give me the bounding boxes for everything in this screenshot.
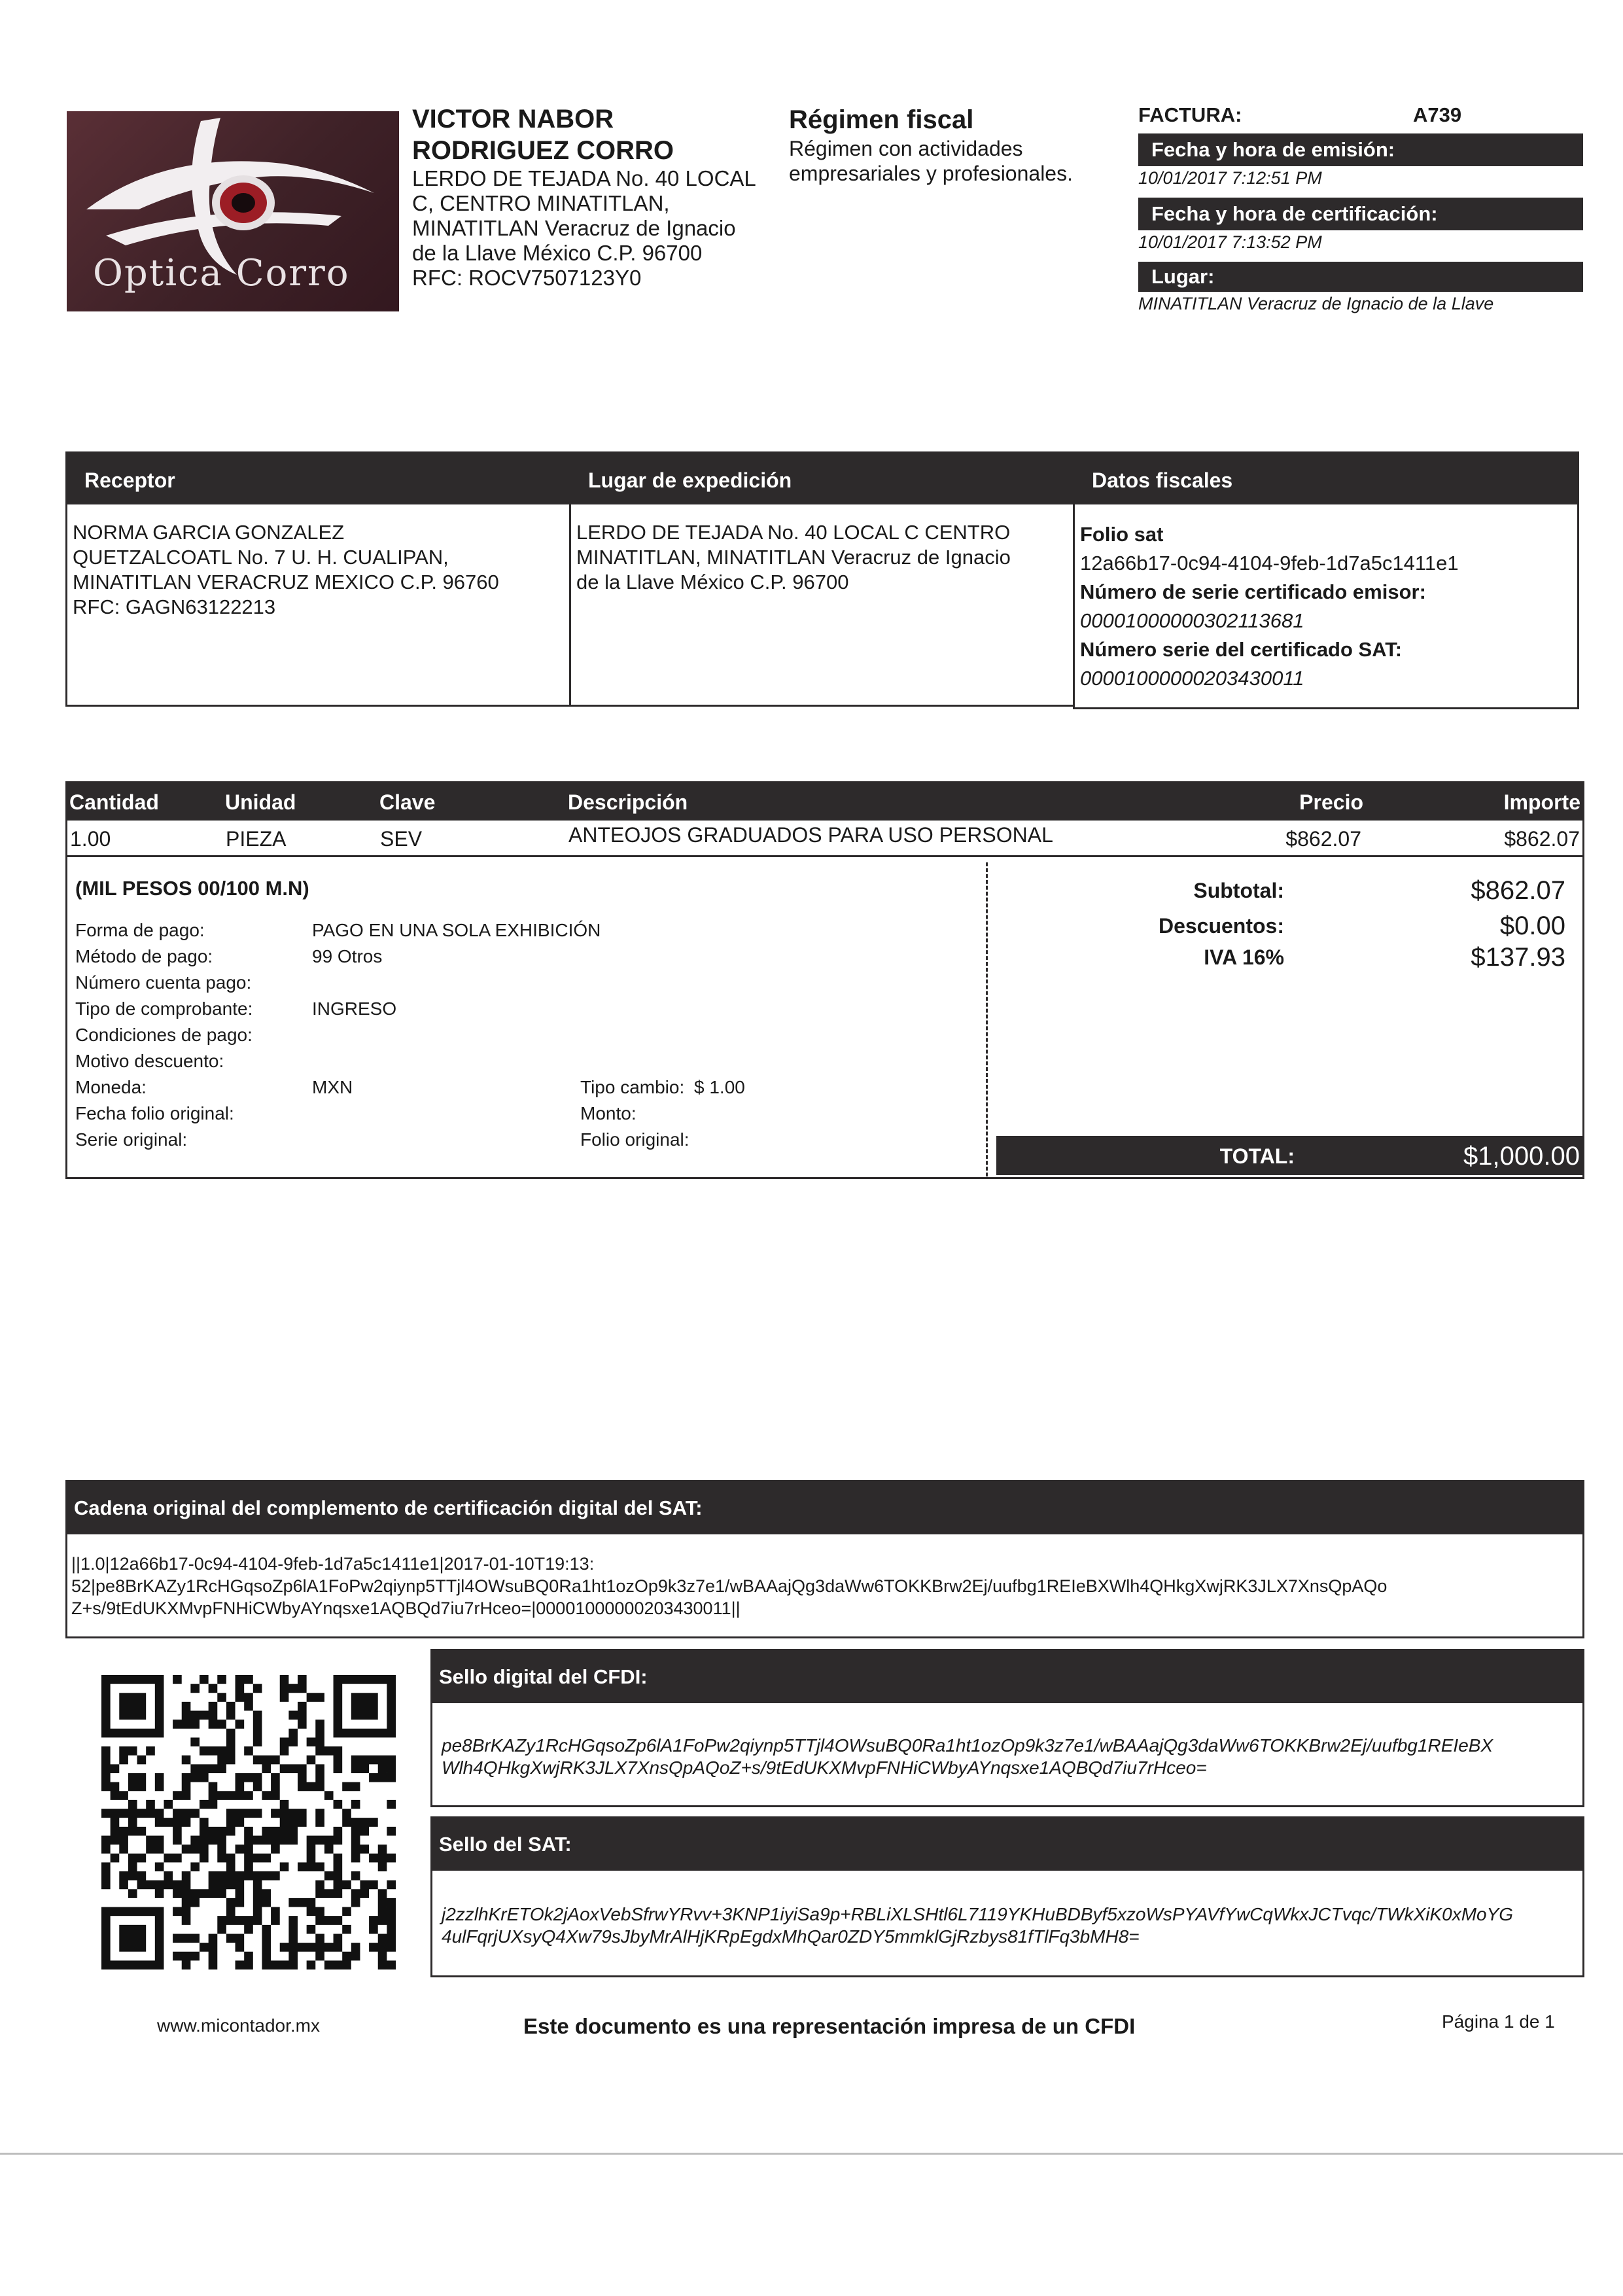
forma-pago-label: Forma de pago: [75, 920, 205, 940]
regimen-line: empresariales y profesionales. [789, 162, 1073, 185]
invoice-header [1138, 103, 1583, 318]
payment-details [65, 857, 1584, 1179]
expedition-line: LERDO DE TEJADA No. 40 LOCAL C CENTRO [576, 521, 1011, 544]
payment-info [75, 877, 1037, 1153]
sello-sat-line: j2zzlhKrETOk2jAoxVebSfrwYRvv+3KNP1iyiSa9p+RBLiXLSHtl6L7119YKHuBDByf5xzoWsPYAVfYwCqWkxJCTvqc/TWkXiK0xMoYG [442, 1904, 1514, 1924]
emission-date-label: Fecha y hora de emisión: [1138, 133, 1583, 166]
cadena-line: ||1.0|12a66b17-0c94-4104-9feb-1d7a5c1411e1|2017-01-10T19:13: [71, 1554, 595, 1574]
metodo-pago-value: 99 Otros [312, 946, 383, 966]
amount-in-words: (MIL PESOS 00/100 M.N) [75, 877, 309, 900]
sello-cfdi-box [430, 1649, 1584, 1807]
col-importe: Importe [1503, 790, 1580, 814]
sello-cfdi-header: Sello digital del CFDI: [432, 1651, 1582, 1703]
regimen-title: Régimen fiscal [789, 105, 974, 134]
row-unidad: PIEZA [226, 827, 287, 851]
detail-row [75, 1101, 1037, 1127]
scan-edge-line [0, 2153, 1623, 2155]
issuer-rfc: RFC: ROCV7507123Y0 [412, 266, 642, 290]
iva-value: $137.93 [1471, 943, 1565, 972]
place-value: MINATITLAN Veracruz de Ignacio de la Llave [1138, 294, 1494, 313]
cadena-original-box [65, 1480, 1584, 1638]
table-row [65, 821, 1584, 857]
receptor-line: NORMA GARCIA GONZALEZ [73, 521, 345, 544]
sello-sat-header: Sello del SAT: [432, 1818, 1582, 1871]
cadena-original-body [67, 1534, 1582, 1619]
regimen-fiscal [789, 103, 1077, 186]
detail-row [75, 970, 1037, 996]
subtotal-row [996, 873, 1572, 908]
sat-cert-serial-value: 00001000000203430011 [1080, 667, 1304, 690]
receptor-line: MINATITLAN VERACRUZ MEXICO C.P. 96760 [73, 571, 499, 593]
sello-sat-box [430, 1816, 1584, 1977]
expedition-box [569, 451, 1075, 707]
expedition-line: MINATITLAN, MINATITLAN Veracruz de Ignacio [576, 546, 1011, 569]
dashed-divider [986, 862, 988, 1176]
expedition-body [571, 504, 1073, 600]
folio-original-label: Folio original: [580, 1129, 689, 1150]
sello-sat-line: 4ulFqrjUXsyQ4Xw79sJbyMrAlHjKRpEgdxMhQar0ZDY5mmklGjRzbys81fTlFq3bMH8= [442, 1926, 1140, 1947]
issuer-address-line: LERDO DE TEJADA No. 40 LOCAL [412, 166, 756, 190]
detail-row [75, 996, 1037, 1022]
row-clave: SEV [380, 827, 423, 851]
issuer-name-line1: VICTOR NABOR [412, 105, 614, 133]
expedition-line: de la Llave México C.P. 96700 [576, 571, 849, 593]
sat-cert-serial-label: Número serie del certificado SAT: [1080, 638, 1403, 661]
fiscal-data-header: Datos fiscales [1075, 453, 1577, 504]
folio-sat-value: 12a66b17-0c94-4104-9feb-1d7a5c1411e1 [1080, 552, 1459, 574]
detail-row [75, 1127, 1037, 1153]
issuer-info [412, 103, 765, 291]
footer-cfdi-note: Este documento es una representación impresa de un CFDI [523, 2014, 1136, 2038]
row-descripcion: ANTEOJOS GRADUADOS PARA USO PERSONAL [568, 823, 1053, 847]
monto-label: Monto: [580, 1103, 637, 1123]
sello-cfdi-line: Wlh4QHkgXwjRK3JLX7XnsQpAQoZ+s/9tEdUKXMvpFNHiCWbyAYnqsxe1AQBQd7iu7rHceo= [442, 1757, 1207, 1778]
col-clave: Clave [379, 790, 436, 814]
subtotal-value: $862.07 [1471, 876, 1565, 905]
place-label: Lugar: [1138, 262, 1583, 292]
receptor-box [65, 451, 572, 707]
invoice-number-row [1138, 103, 1583, 128]
descuentos-row [996, 908, 1572, 944]
col-unidad: Unidad [225, 790, 296, 814]
issuer-address-line: de la Llave México C.P. 96700 [412, 241, 703, 265]
certification-date-label: Fecha y hora de certificación: [1138, 198, 1583, 230]
receptor-header: Receptor [67, 453, 570, 504]
sello-cfdi-line: pe8BrKAZy1RcHGqsoZp6lA1FoPw2qiynp5TTjl4OWsuBQ0Ra1ht1ozOp9k3z7e1/wBAAajQg3daWw6TOKKBrw2Ej/uufbg1REIeBX [442, 1735, 1493, 1756]
moneda-value: MXN [312, 1077, 353, 1097]
qr-code [101, 1675, 396, 1969]
footer-page-number: Página 1 de 1 [1442, 2011, 1555, 2032]
descuentos-label: Descuentos: [1158, 914, 1284, 938]
iva-row [996, 940, 1572, 975]
issuer-address-line: C, CENTRO MINATITLAN, [412, 191, 670, 215]
col-cantidad: Cantidad [69, 790, 159, 814]
row-cantidad: 1.00 [70, 827, 111, 851]
qr-code-icon [101, 1675, 396, 1969]
tipo-cambio-value: $ 1.00 [694, 1077, 745, 1097]
cadena-line: 52|pe8BrKAZy1RcHGqsoZp6lA1FoPw2qiynp5TTjl4OWsuBQ0Ra1ht1ozOp9k3z7e1/wBAAajQg3daWw6TOKKBrw2Ej/uufbg1REIeBXWlh4QHkgXwjRK3JLX7XnsQpAQo [71, 1576, 1387, 1596]
total-value: $1,000.00 [1463, 1142, 1580, 1171]
certification-date-value: 10/01/2017 7:13:52 PM [1138, 232, 1322, 252]
invoice-label: FACTURA: [1138, 103, 1242, 126]
emission-date-value: 10/01/2017 7:12:51 PM [1138, 168, 1322, 188]
total-label: TOTAL: [1219, 1144, 1295, 1168]
col-descripcion: Descripción [568, 790, 688, 814]
totals-panel [996, 857, 1582, 1175]
issuer-cert-serial-label: Número de serie certificado emisor: [1080, 580, 1426, 603]
issuer-name-line2: RODRIGUEZ CORRO [412, 136, 674, 165]
tipo-comprobante-label: Tipo de comprobante: [75, 998, 253, 1019]
items-table-header [65, 781, 1584, 821]
receptor-body [67, 504, 570, 625]
detail-row [75, 1022, 1037, 1048]
serie-original-label: Serie original: [75, 1129, 188, 1150]
fiscal-data-box [1073, 451, 1579, 709]
fiscal-data-body [1075, 504, 1577, 698]
folio-sat-label: Folio sat [1080, 523, 1164, 546]
tipo-comprobante-value: INGRESO [312, 998, 397, 1019]
tipo-cambio-label: Tipo cambio: [580, 1077, 685, 1097]
issuer-cert-serial-value: 00001000000302113681 [1080, 609, 1304, 632]
receptor-rfc: RFC: GAGN63122213 [73, 595, 276, 618]
cuenta-pago-label: Número cuenta pago: [75, 972, 252, 993]
logo-brand-text: Optica Corro [93, 252, 350, 294]
row-precio: $862.07 [1285, 827, 1361, 851]
issuer-address-line: MINATITLAN Veracruz de Ignacio [412, 216, 736, 240]
expedition-header: Lugar de expedición [571, 453, 1073, 504]
company-logo [67, 111, 399, 311]
invoice-number: A739 [1413, 103, 1462, 126]
cadena-line: Z+s/9tEdUKXMvpFNHiCWbyAYnqsxe1AQBQd7iu7rHceo=|00001000000203430011|| [71, 1598, 741, 1618]
detail-row [75, 944, 1037, 970]
fecha-folio-label: Fecha folio original: [75, 1103, 234, 1123]
iva-label: IVA 16% [1204, 945, 1284, 969]
sello-cfdi-body [432, 1703, 1582, 1779]
subtotal-label: Subtotal: [1193, 879, 1284, 902]
detail-row [75, 1074, 1037, 1101]
detail-row [75, 917, 1037, 944]
sello-sat-body [432, 1871, 1582, 1948]
footer-website: www.micontador.mx [157, 2015, 320, 2036]
descuentos-value: $0.00 [1499, 911, 1565, 940]
regimen-line: Régimen con actividades [789, 137, 1023, 160]
receptor-line: QUETZALCOATL No. 7 U. H. CUALIPAN, [73, 546, 449, 569]
detail-row [75, 1048, 1037, 1074]
row-importe: $862.07 [1504, 827, 1580, 851]
forma-pago-value: PAGO EN UNA SOLA EXHIBICIÓN [312, 920, 601, 940]
moneda-label: Moneda: [75, 1077, 147, 1097]
condiciones-pago-label: Condiciones de pago: [75, 1025, 253, 1045]
col-precio: Precio [1299, 790, 1363, 814]
motivo-descuento-label: Motivo descuento: [75, 1051, 224, 1071]
cadena-original-header: Cadena original del complemento de certificación digital del SAT: [67, 1482, 1582, 1534]
total-bar [996, 1136, 1582, 1175]
metodo-pago-label: Método de pago: [75, 946, 213, 966]
